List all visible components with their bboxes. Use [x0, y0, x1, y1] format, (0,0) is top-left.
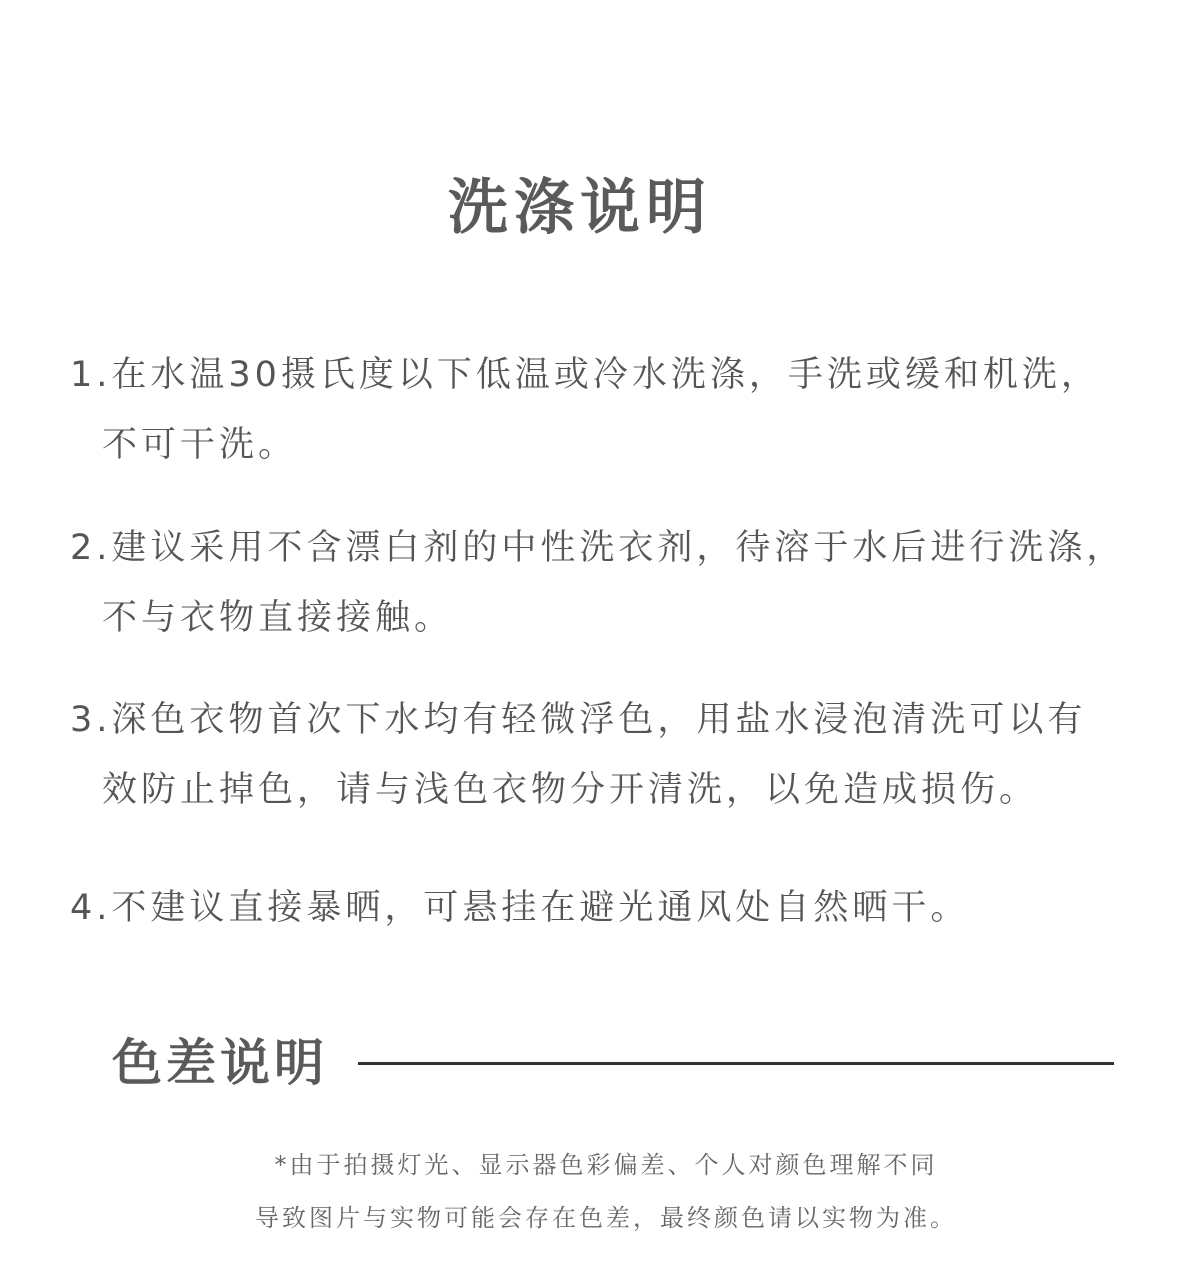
washing-item-3-line-1: 3.深色衣物首次下水均有轻微浮色，用盐水浸泡清洗可以有: [70, 700, 1087, 740]
washing-item-4-line-1: 4.不建议直接暴晒，可悬挂在避光通风处自然晒干。: [70, 888, 970, 928]
washing-item-2-line-2: 不与衣物直接接触。: [102, 598, 454, 638]
color-difference-note-line-2: 导致图片与实物可能会存在色差，最终颜色请以实物为准。: [255, 1204, 957, 1232]
washing-item-1-line-2: 不可干洗。: [102, 425, 298, 465]
color-difference-note-line-1: *由于拍摄灯光、显示器色彩偏差、个人对颜色理解不同: [274, 1151, 938, 1179]
color-difference-title: 色差说明: [112, 1034, 328, 1092]
washing-item-3-line-2: 效防止掉色，请与浅色衣物分开清洗，以免造成损伤。: [102, 770, 1039, 810]
washing-item-1-line-1: 1.在水温30摄氏度以下低温或冷水洗涤，手洗或缓和机洗，: [70, 355, 1100, 395]
washing-item-4: [70, 873, 1170, 943]
washing-instructions-title: 洗涤说明: [448, 173, 712, 243]
washing-item-2-line-1: 2.建议采用不含漂白剂的中性洗衣剂，待溶于水后进行洗涤，: [70, 528, 1126, 568]
header-divider-line: [358, 1062, 1114, 1065]
washing-item-2: [70, 513, 1170, 653]
washing-item-1: [70, 340, 1170, 480]
washing-item-3: [70, 685, 1170, 825]
color-difference-header: [112, 1030, 1114, 1100]
